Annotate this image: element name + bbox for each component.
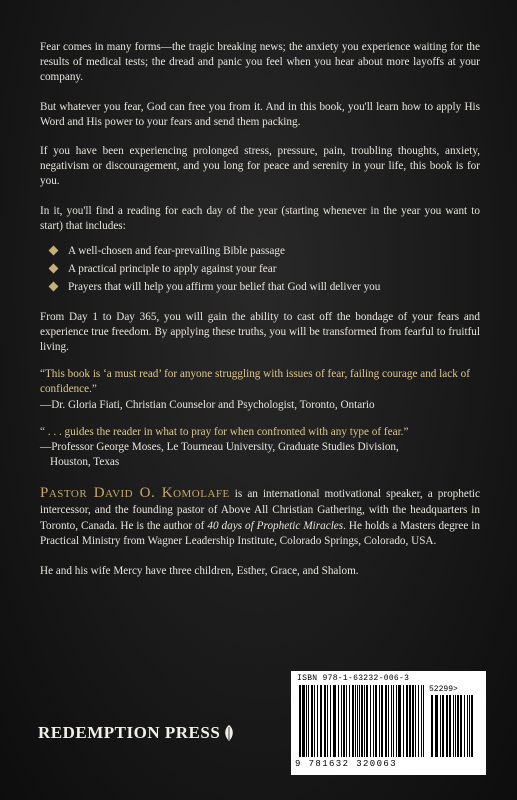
contents-paragraph: In it, you'll find a reading for each day of the year (starting whenever in the year you want to start) that includes: — [40, 204, 480, 232]
barcode-bars — [299, 685, 427, 757]
audience-paragraph: If you have been experiencing prolonged stress, pressure, pain, troubling thoughts, anxiety, negativism or discouragement, and you long for peace and serenity in your life, this book is for you. — [40, 145, 480, 188]
barcode-addon-digits: 52299> — [429, 685, 458, 694]
author-bio-text: is an international motivational speaker, a prophetic intercessor, and the founding pastor of Above All Christian Gathering, with the headquarters in Toronto, Canada. He is the author of — [40, 488, 481, 532]
author-bio-text-end: . He holds a Masters degree in Practical Ministry from Wagner Leadership Institute, Colorado Springs, Colorado, USA. — [40, 519, 481, 548]
author-family: He and his wife Mercy have three children, Esther, Grace, and Shalom. — [40, 564, 359, 577]
feature-item: Prayers that will help you affirm your belief that God will deliver you — [50, 280, 480, 295]
endorsement-quote — [40, 425, 480, 471]
endorsement-quote — [40, 367, 480, 413]
diamond-bullet-icon — [49, 264, 59, 274]
intro-paragraph: Fear comes in many forms—the tragic breaking news; the anxiety you experience waiting for the results of medical tests; the dread and panic you feel when you hear about more layoffs at your company. — [40, 41, 480, 84]
publisher-name: REDEMPTION PRESS — [38, 723, 221, 742]
isbn-number: ISBN 978-1-63232-006-3 — [297, 674, 410, 683]
barcode-digits: 9 781632 320063 — [295, 759, 398, 769]
quote-text: “This book is ‘a must read’ for anyone struggling with issues of fear, failing courage and lack of confidence.” — [40, 368, 470, 396]
quote-attribution-line2: Houston, Texas — [50, 456, 120, 469]
closing-paragraph: From Day 1 to Day 365, you will gain the ability to cast off the bondage of your fears and experience true freedom. By applying these truths, you will be transformed from fearful to fruitful living. — [40, 310, 480, 354]
promise-paragraph: But whatever you fear, God can free you from it. And in this book, you'll learn how to apply His Word and His power to your fears and send them packing. — [40, 100, 480, 128]
feature-list — [40, 244, 480, 296]
quote-attribution: —Dr. Gloria Fiati, Christian Counselor and Psychologist, Toronto, Ontario — [40, 398, 375, 411]
back-cover-text — [40, 40, 480, 593]
feature-item: A well-chosen and fear-prevailing Bible passage — [50, 244, 480, 259]
author-bio — [40, 486, 480, 549]
author-name: Pastor David O. Komolafe — [40, 485, 230, 502]
author-book-title: 40 days of Prophetic Miracles — [207, 519, 344, 532]
diamond-bullet-icon — [49, 282, 59, 292]
feather-icon — [223, 724, 235, 742]
quote-text: “ . . . guides the reader in what to pray for when confronted with any type of fear.” — [40, 425, 409, 438]
diamond-bullet-icon — [49, 246, 59, 256]
quote-attribution: —Professor George Moses, Le Tourneau University, Graduate Studies Division, — [40, 441, 399, 454]
isbn-barcode — [291, 671, 486, 775]
publisher-logo — [38, 723, 235, 743]
barcode-addon-bars — [431, 695, 475, 757]
feature-item: A practical principle to apply against your fear — [50, 262, 480, 277]
